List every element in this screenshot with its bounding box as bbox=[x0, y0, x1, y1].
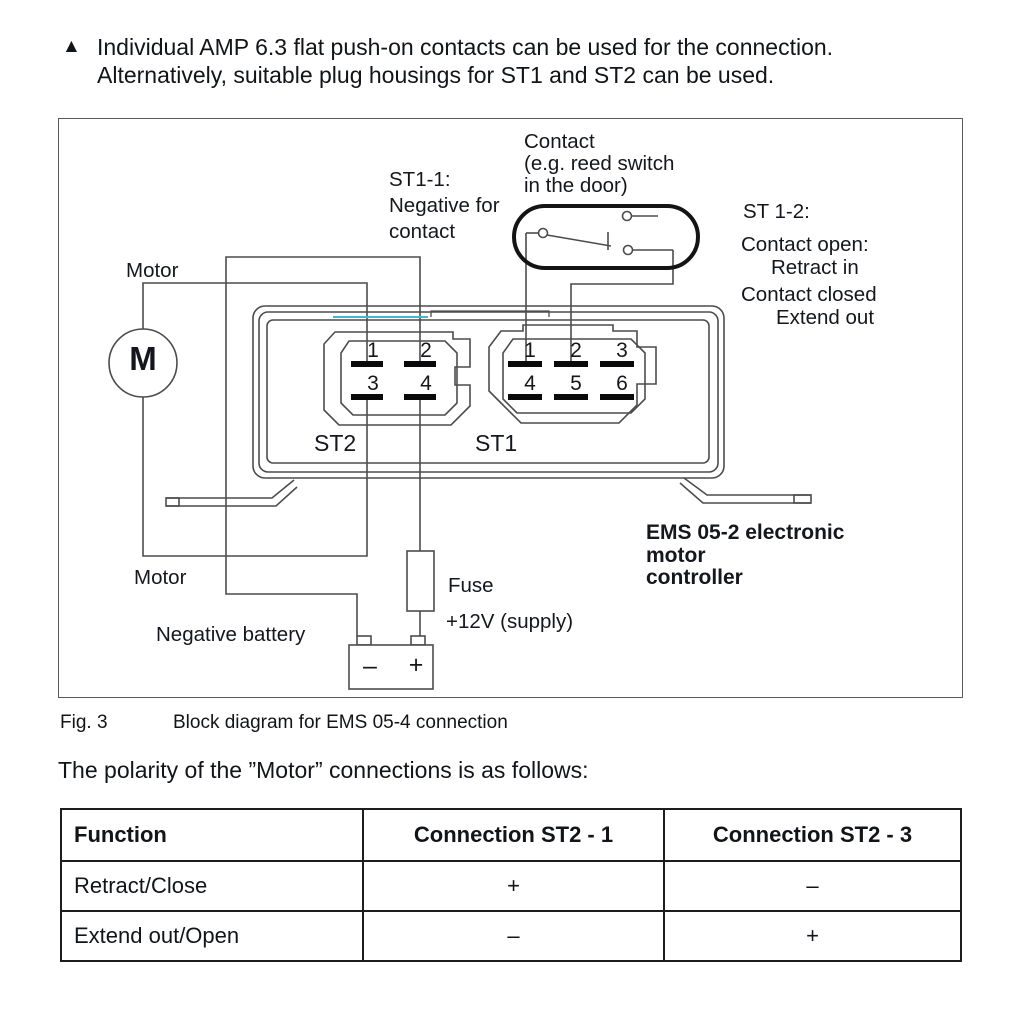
table-header-function: Function bbox=[74, 822, 167, 847]
fuse-label: Fuse bbox=[448, 574, 494, 597]
figure-caption: Block diagram for EMS 05-4 connection bbox=[173, 712, 508, 733]
table-cell-extend-function: Extend out/Open bbox=[62, 910, 362, 960]
left-bracket-bottom-edge bbox=[166, 487, 297, 506]
st1-pin-3-number: 3 bbox=[616, 339, 628, 362]
polarity-paragraph: The polarity of the ”Motor” connections is as follows: bbox=[58, 757, 589, 783]
bullet-triangle-icon: ▲ bbox=[62, 36, 81, 57]
st1-connector-label: ST1 bbox=[475, 430, 518, 456]
contact-label-line2: (e.g. reed switch bbox=[524, 152, 675, 175]
st1-1-label bbox=[389, 167, 500, 245]
wire-motor-to-st2-1 bbox=[143, 283, 367, 363]
negative-battery-label: Negative battery bbox=[156, 623, 306, 646]
right-bracket-top-edge bbox=[684, 478, 811, 495]
st2-pin-3-number: 3 bbox=[367, 372, 379, 395]
right-bracket-hole bbox=[794, 495, 811, 503]
st1-pin-1-number: 1 bbox=[524, 339, 536, 362]
switch-common-contact bbox=[539, 229, 548, 238]
st2-pin-2-number: 2 bbox=[420, 339, 432, 362]
st1-pin-4-number: 4 bbox=[524, 372, 536, 395]
switch-open-contact bbox=[623, 212, 632, 221]
controller-label-line1: EMS 05-2 electronic bbox=[646, 521, 845, 544]
battery-minus-terminal bbox=[357, 636, 371, 645]
table-header-st2-1: Connection ST2 - 1 bbox=[362, 810, 663, 860]
st2-connector-label: ST2 bbox=[314, 430, 357, 456]
motor-bottom-label: Motor bbox=[134, 566, 187, 589]
st2-pin-4-number: 4 bbox=[420, 372, 432, 395]
st1-2-closed-label: Contact closed bbox=[741, 283, 877, 306]
fuse-symbol bbox=[407, 551, 434, 611]
left-bracket-hole bbox=[166, 498, 179, 506]
st1-1-label-line1: ST1-1: bbox=[389, 168, 451, 191]
contact-label-line1: Contact bbox=[524, 130, 595, 153]
motor-top-label: Motor bbox=[126, 259, 179, 282]
intro-line-2: Alternatively, suitable plug housings for ST1 and ST2 can be used. bbox=[97, 62, 775, 88]
table-cell-extend-st2-1: – bbox=[362, 910, 663, 960]
st1-2-open-label: Contact open: bbox=[741, 233, 869, 256]
st1-2-open-result: Retract in bbox=[771, 256, 859, 279]
motor-symbol: M bbox=[129, 340, 157, 377]
st1-pin-5-number: 5 bbox=[570, 372, 582, 395]
table-cell-retract-function: Retract/Close bbox=[62, 860, 362, 910]
supply-label: +12V (supply) bbox=[446, 610, 574, 633]
figure-frame bbox=[58, 118, 963, 698]
st1-2-closed-result: Extend out bbox=[776, 306, 875, 329]
table-cell-retract-st2-3: – bbox=[663, 860, 960, 910]
battery-plus-sign: + bbox=[408, 651, 424, 679]
wire-motor-to-st2-3 bbox=[143, 397, 367, 556]
table-cell-extend-st2-3: + bbox=[663, 910, 960, 960]
battery-plus-terminal bbox=[411, 636, 425, 645]
st2-pin-1-number: 1 bbox=[367, 339, 379, 362]
switch-closed-contact bbox=[624, 246, 633, 255]
left-bracket-top-edge bbox=[166, 480, 294, 498]
controller-label-line3: controller bbox=[646, 566, 743, 589]
controller-label-line2: motor bbox=[646, 543, 706, 567]
st1-pin-2-number: 2 bbox=[570, 339, 582, 362]
table-cell-retract-st2-1: + bbox=[362, 860, 663, 910]
contact-label-line3: in the door) bbox=[524, 174, 628, 197]
controller-label bbox=[646, 522, 844, 590]
st1-2-title: ST 1-2: bbox=[743, 200, 810, 223]
st2-connector-inner bbox=[341, 341, 457, 415]
right-bracket-bottom-edge bbox=[680, 483, 811, 503]
figure-number: Fig. 3 bbox=[60, 712, 108, 733]
battery-minus-sign: – bbox=[363, 652, 377, 680]
st1-pin-6-number: 6 bbox=[616, 372, 628, 395]
intro-line-1: Individual AMP 6.3 flat push-on contacts can be used for the connection. bbox=[97, 34, 834, 60]
table-header-st2-3: Connection ST2 - 3 bbox=[663, 810, 960, 860]
st1-1-label-line2: Negative for bbox=[389, 194, 500, 217]
polarity-table bbox=[60, 808, 962, 962]
st1-1-label-line3: contact bbox=[389, 220, 456, 243]
switch-lever bbox=[547, 235, 611, 246]
contact-label bbox=[524, 131, 674, 197]
